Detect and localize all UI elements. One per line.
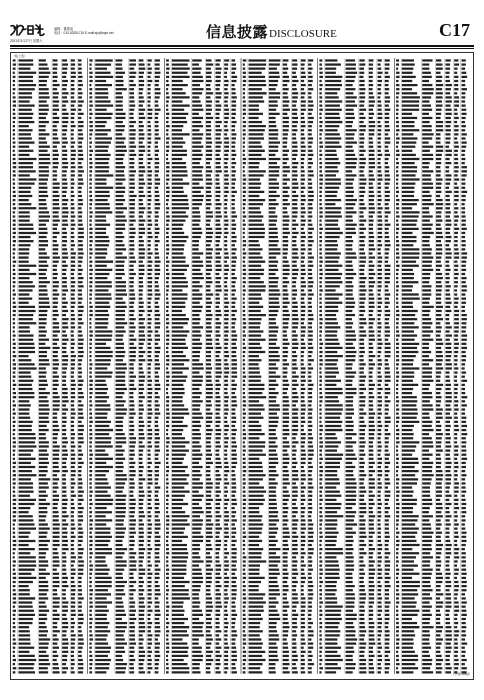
editor-contact: 电话：010-83251716 E-mail:zjs@zqrb.net xyxy=(54,31,114,36)
editor-name: 编辑：董建成 xyxy=(54,27,74,31)
section-title-cn: 信息披露 xyxy=(206,23,269,41)
issue-date: 2021年3月27日 星期六 xyxy=(10,39,43,43)
page-number: C17 xyxy=(439,20,470,40)
table-continued-label: （续上表） xyxy=(12,54,28,58)
section-title-en: DISCLOSURE xyxy=(269,28,337,40)
